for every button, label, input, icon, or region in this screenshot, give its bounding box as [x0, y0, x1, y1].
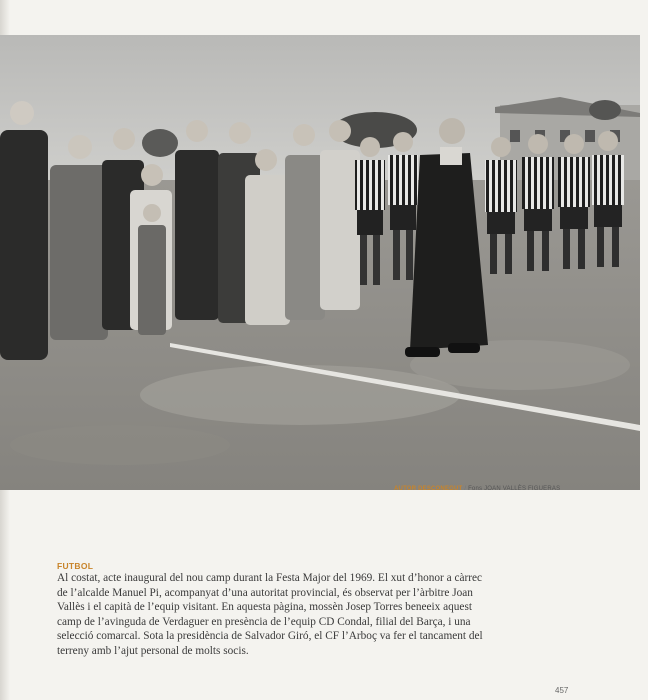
photo-credit-author: AUTOR DESCONEGUT: [394, 486, 463, 492]
caption-line: terreny amb l’ajut personal de molts socis.: [57, 644, 249, 657]
caption-line: selecció comarcal. Sota la presidència de Salvador Giró, el CF l’Arboç va fer el tancament del: [57, 630, 483, 643]
section-label: FUTBOL: [57, 561, 94, 571]
photo-caption: [57, 571, 617, 659]
photo-credit-separator: /: [464, 486, 467, 492]
caption-line: Al costat, acte inaugural del nou camp durant la Festa Major del 1969. El xut d’honor a càrrec: [57, 572, 483, 584]
page-number: 457: [555, 686, 569, 695]
photo-credit-source: Fons JOAN VALLÈS FIGUERAS: [468, 486, 561, 492]
photo-credit: [394, 486, 644, 492]
caption-line: de l’alcalde Manuel Pi, acompanyat d’una autoritat provincial, és observat per l’àrbitre Joan: [57, 586, 473, 599]
caption-line: Vallès i el capità de l’equip visitant. En aquesta pàgina, mossèn Josep Torres beneeix aquest: [57, 601, 472, 614]
historical-photo: [0, 35, 640, 490]
caption-line: camp de l’avinguda de Verdaguer en presència de l’equip CD Condal, filial del Barça, i una: [57, 615, 471, 628]
